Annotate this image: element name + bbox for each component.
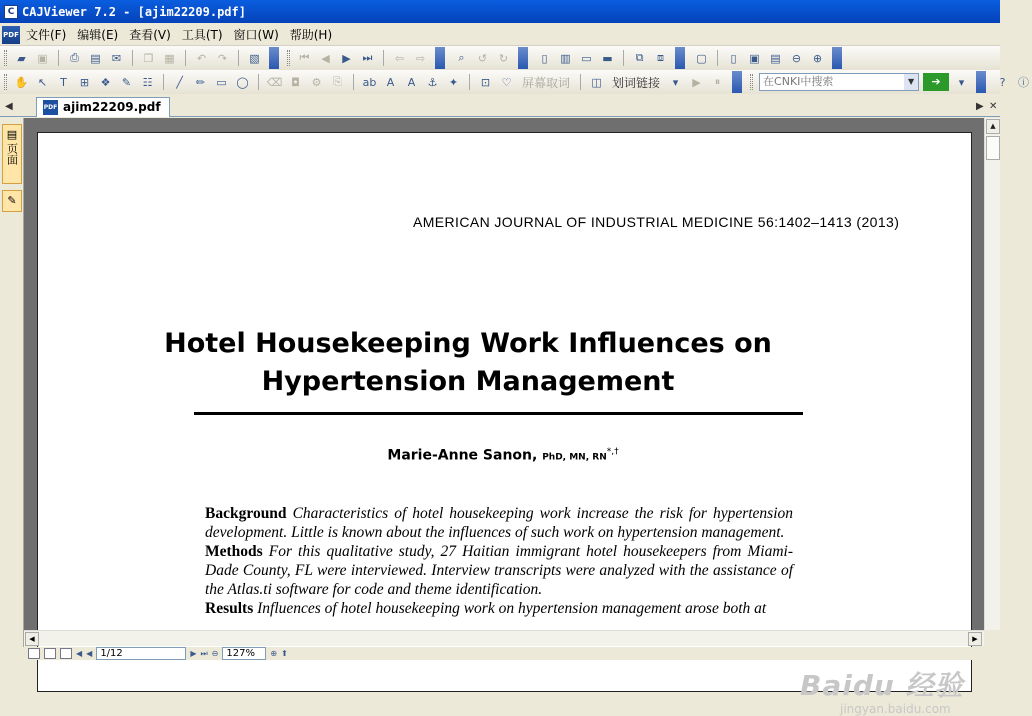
- select-arrow-icon[interactable]: ↖: [37, 75, 48, 89]
- pencil-icon: ✎: [7, 194, 17, 207]
- author-line: [138, 447, 868, 464]
- menu-window[interactable]: 窗口(W): [233, 27, 279, 42]
- tab-scroll-right-icon[interactable]: ▶: [976, 101, 984, 112]
- undo-icon[interactable]: ↶: [196, 51, 207, 65]
- toolbar-options-chevron-icon[interactable]: [976, 71, 986, 93]
- toolbar-options-chevron-icon[interactable]: [832, 47, 842, 69]
- watermark-url: jingyan.baidu.com: [840, 702, 951, 716]
- full-screen-icon[interactable]: ▢: [696, 51, 707, 65]
- toolbar-separator: [163, 74, 164, 90]
- paste-icon[interactable]: ▦: [164, 51, 175, 65]
- favorites-heart-icon[interactable]: ♡: [501, 75, 512, 89]
- redo-icon[interactable]: ↷: [217, 51, 228, 65]
- line-tool-icon[interactable]: ╱: [176, 75, 183, 89]
- zoom-up-arrow-icon[interactable]: ⬆: [281, 649, 288, 658]
- article-title: [138, 325, 798, 401]
- next-page-status-icon[interactable]: ▶: [190, 649, 197, 658]
- print-preview-icon[interactable]: ▤: [90, 51, 101, 65]
- export-icon[interactable]: ▧: [249, 51, 260, 65]
- last-page-icon[interactable]: ⏭: [362, 51, 373, 64]
- back-icon[interactable]: ⇦: [394, 51, 405, 65]
- note-icon[interactable]: ✦: [448, 75, 459, 89]
- zoom-in-status-icon[interactable]: ⊕: [270, 649, 278, 658]
- methods-heading: Methods: [205, 543, 263, 560]
- menu-view[interactable]: 查看(V): [129, 27, 171, 42]
- abstract-background: [205, 504, 793, 542]
- ocr-icon[interactable]: ❖: [100, 75, 111, 89]
- layout-dropdown-icon[interactable]: ⧉: [635, 51, 644, 64]
- next-page-icon[interactable]: ▶: [342, 51, 351, 65]
- highlight-text-icon[interactable]: ab: [362, 75, 377, 89]
- toolbar-options-chevron-icon[interactable]: [518, 47, 528, 69]
- status-bar: [0, 647, 1000, 660]
- toolbar-separator: [580, 74, 581, 90]
- tab-scroll-left-icon[interactable]: ◀: [5, 101, 13, 112]
- open-folder-icon[interactable]: ▰: [17, 51, 26, 65]
- rotate-right-icon[interactable]: ↻: [498, 51, 509, 65]
- table-select-icon[interactable]: ☷: [142, 75, 153, 89]
- pages-icon: ▤: [6, 128, 18, 141]
- zoom-out-icon[interactable]: ⊖: [791, 51, 802, 65]
- document-pdf-icon[interactable]: PDF: [2, 26, 20, 44]
- cajviewer-app-icon: C: [4, 5, 18, 19]
- toolbar-standard: [0, 46, 1000, 70]
- window-title: CAJViewer 7.2 - [ajim22209.pdf]: [22, 4, 246, 19]
- author-name: Marie-Anne Sanon,: [387, 447, 538, 464]
- bookmark-anchor-icon[interactable]: ⚓: [427, 75, 438, 89]
- single-page-icon[interactable]: ▯: [541, 51, 548, 65]
- zoom-in-icon[interactable]: ⊕: [812, 51, 823, 65]
- fit-page-icon[interactable]: ▣: [749, 51, 760, 65]
- toolbar-separator: [132, 50, 133, 66]
- vertical-scrollbar[interactable]: [984, 118, 1000, 630]
- toolbar-separator: [238, 50, 239, 66]
- watermark-brand: Baidu 经验: [800, 669, 964, 702]
- window-title-bar: [0, 0, 1000, 23]
- toolbar-separator: [353, 74, 354, 90]
- author-affiliation-marks: *,†: [606, 447, 619, 457]
- toolbar-separator: [185, 50, 186, 66]
- rectangle-tool-icon[interactable]: ▭: [216, 75, 227, 89]
- abstract-results: [205, 599, 793, 618]
- search-text-icon[interactable]: ⌕: [458, 51, 465, 64]
- word-link-button[interactable]: 划词链接: [612, 75, 661, 90]
- pdf-page: [37, 132, 972, 692]
- facing-view-icon[interactable]: [44, 648, 56, 659]
- screen-word-capture-button[interactable]: 屏幕取词: [522, 75, 571, 90]
- toolbar-separator: [623, 50, 624, 66]
- previous-page-icon[interactable]: ◀: [321, 51, 330, 65]
- multi-window-icon[interactable]: ⧈: [657, 51, 664, 64]
- scroll-left-icon[interactable]: ◀: [25, 632, 39, 646]
- toolbar-options-chevron-icon[interactable]: [269, 47, 279, 69]
- results-heading: Results: [205, 600, 254, 617]
- toolbar-tools: [0, 70, 1030, 94]
- toolbar-separator: [469, 74, 470, 90]
- abstract: [205, 504, 793, 618]
- tab-label: ajim22209.pdf: [63, 100, 161, 114]
- copy-icon[interactable]: ❐: [143, 51, 154, 65]
- underline-icon[interactable]: A: [407, 75, 416, 89]
- toolbar-options-chevron-icon[interactable]: [435, 47, 445, 69]
- help-icon[interactable]: ?: [999, 75, 1006, 89]
- facing-pages-icon[interactable]: ▭: [581, 51, 592, 65]
- menu-tools[interactable]: 工具(T): [181, 27, 223, 42]
- save-icon[interactable]: ▣: [37, 51, 48, 65]
- rotate-left-icon[interactable]: ↺: [477, 51, 488, 65]
- word-link-dropdown-icon[interactable]: ▾: [672, 75, 679, 89]
- play-icon[interactable]: ▶: [692, 75, 701, 89]
- article-title-line-1: Hotel Housekeeping Work Influences on: [164, 328, 772, 359]
- first-page-status-icon[interactable]: ◀: [76, 649, 83, 658]
- image-select-icon[interactable]: ⊞: [79, 75, 90, 89]
- search-options-dropdown-icon[interactable]: ▾: [958, 75, 965, 89]
- pause-icon[interactable]: ⏸: [714, 75, 721, 88]
- side-panel: [0, 118, 24, 648]
- scroll-up-icon[interactable]: ▲: [986, 119, 1000, 134]
- email-icon[interactable]: ✉: [111, 51, 122, 65]
- abstract-methods: [205, 542, 793, 599]
- toolbar-separator: [258, 74, 259, 90]
- stamp-icon[interactable]: ◘: [291, 75, 300, 89]
- journal-citation: AMERICAN JOURNAL OF INDUSTRIAL MEDICINE 56:1402–1413 (2013): [413, 214, 900, 230]
- pages-panel-tab[interactable]: [2, 124, 22, 184]
- attachment-icon[interactable]: ⎘: [333, 75, 342, 88]
- toolbar-separator: [717, 50, 718, 66]
- background-heading: Background: [205, 505, 287, 522]
- toolbar-grip[interactable]: [4, 50, 7, 66]
- annotation-panel-tab[interactable]: [2, 190, 22, 212]
- search-go-button[interactable]: ➔: [923, 73, 949, 91]
- search-dropdown-icon[interactable]: ▼: [904, 74, 918, 90]
- ellipse-tool-icon[interactable]: ◯: [236, 75, 249, 89]
- cnki-search-input[interactable]: 在CNKI中搜索 ▼: [759, 73, 919, 91]
- vertical-scroll-thumb[interactable]: [986, 136, 1000, 160]
- results-text: Influences of hotel housekeeping work on hypertension management arose both at: [257, 600, 767, 617]
- continuous-page-icon[interactable]: ▥: [560, 51, 571, 65]
- print-icon[interactable]: ⎙: [70, 51, 79, 64]
- horizontal-scrollbar[interactable]: [24, 630, 984, 646]
- toolbar-grip[interactable]: [750, 74, 753, 90]
- eraser-icon[interactable]: ⌫: [266, 75, 283, 89]
- menu-help[interactable]: 帮助(H): [289, 27, 333, 42]
- single-page-view-icon[interactable]: [28, 648, 40, 659]
- continuous-facing-icon[interactable]: ▬: [602, 51, 613, 65]
- document-tab-bar: [0, 96, 1000, 117]
- toolbar-separator: [383, 50, 384, 66]
- pages-panel-label: 页面: [5, 143, 19, 165]
- first-page-icon[interactable]: ⏮: [299, 51, 310, 64]
- hand-tool-icon[interactable]: ✋: [14, 75, 29, 89]
- methods-text: For this qualitative study, 27 Haitian immigrant hotel housekeepers from Miami-Dade County, FL were interviewed. Interview transcripts were analyzed with the assistance of the Atlas.ti software for code and theme identification.: [205, 543, 793, 598]
- menu-edit[interactable]: 编辑(E): [77, 27, 119, 42]
- toolbar-grip[interactable]: [287, 50, 290, 66]
- baidu-jingyan-watermark: [800, 664, 964, 716]
- last-page-status-icon[interactable]: ⏭: [200, 648, 208, 658]
- menu-bar: [0, 24, 1000, 46]
- info-icon[interactable]: ⓘ: [1018, 76, 1030, 89]
- forward-icon[interactable]: ⇨: [415, 51, 426, 65]
- snapshot-icon[interactable]: ✎: [121, 75, 132, 89]
- scroll-right-icon[interactable]: ▶: [968, 632, 982, 646]
- toolbar-options-chevron-icon[interactable]: [675, 47, 685, 69]
- author-credentials: PhD, MN, RN: [542, 452, 607, 463]
- strikethrough-icon[interactable]: A: [386, 75, 395, 89]
- word-link-icon[interactable]: ◫: [591, 75, 602, 89]
- toolbar-grip[interactable]: [4, 74, 7, 90]
- article-title-line-2: Hypertension Management: [261, 366, 675, 397]
- tab-ajim22209[interactable]: [36, 97, 170, 117]
- text-select-icon[interactable]: T: [60, 75, 67, 89]
- title-rule: [194, 412, 803, 415]
- actual-size-icon[interactable]: ▯: [730, 51, 737, 65]
- toolbar-separator: [58, 50, 59, 66]
- zoom-level-field[interactable]: 127%: [222, 647, 266, 660]
- previous-page-status-icon[interactable]: ◀: [86, 649, 93, 658]
- settings-gear-icon[interactable]: ⚙: [311, 75, 322, 89]
- zoom-out-status-icon[interactable]: ⊖: [211, 649, 219, 658]
- close-tab-icon[interactable]: ✕: [989, 101, 998, 112]
- toolbar-options-chevron-icon[interactable]: [732, 71, 742, 93]
- page-number-field[interactable]: 1/12: [96, 647, 186, 660]
- screen-capture-active-icon[interactable]: ⊡: [480, 75, 491, 89]
- continuous-view-icon[interactable]: [60, 648, 72, 659]
- pdf-file-icon: PDF: [43, 100, 58, 115]
- pencil-icon[interactable]: ✏: [195, 75, 206, 89]
- fit-width-icon[interactable]: ▤: [770, 51, 781, 65]
- background-text: Characteristics of hotel housekeeping work increase the risk for hypertension development. Little is known about the influences of such work on hypertension management.: [205, 505, 794, 541]
- menu-file[interactable]: 文件(F): [26, 27, 67, 42]
